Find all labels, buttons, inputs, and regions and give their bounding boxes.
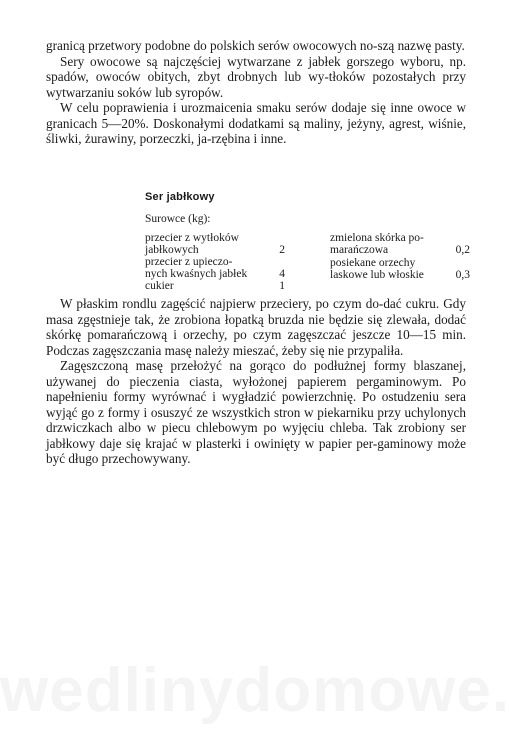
text-line: dać cukru. Gdy masa zgęstnieje tak, że zrobiona łopatką bruzda — [46, 296, 466, 327]
ingredient-name-line: cukier — [145, 279, 174, 292]
ingredient-name-line: zmielona skórka po- — [330, 232, 424, 244]
ingredient-name — [330, 233, 424, 256]
text-line: gaminowy może być długo przechowywany. — [46, 435, 466, 466]
ingredients-right-column — [330, 233, 470, 281]
ingredient-name — [145, 281, 174, 293]
text-line: inne owoce w granicach 5—20%. Doskonałymi dodatkami są — [46, 100, 466, 131]
text-line: maliny, jeżyny, agrest, wiśnie, śliwki, żurawiny, porzeczki, ja-​ — [46, 115, 467, 146]
text-line: ze wszystkich stron w piekarniku przy uchylonych drzwiczkach — [46, 404, 466, 435]
ingredient-row — [145, 233, 285, 256]
text-line: wyboru, np. spadów, owoców obitych, zbyt drobnych lub wy-​ — [46, 53, 466, 84]
ingredient-name-line: jabłkowych — [145, 243, 199, 256]
text-line: rzębina i inne. — [211, 131, 287, 146]
ingredient-quantity: 4 — [279, 267, 285, 280]
recipe-title: Ser jabłkowy — [145, 191, 215, 203]
intro-paragraph-2 — [46, 54, 466, 101]
text-line: nie będzie się zlewała, dodać skórkę pomarańczową i orzechy, — [46, 311, 466, 342]
ingredient-name — [330, 258, 424, 281]
ingredient-quantity: 2 — [279, 243, 285, 256]
ingredient-quantity: 0,2 — [455, 243, 470, 256]
method-text — [46, 296, 466, 467]
text-line: pergaminowym. Po napełnieniu formy wyrównać i wygładzić — [46, 373, 466, 404]
ingredients-left-column — [145, 233, 285, 292]
ingredient-row — [330, 233, 470, 256]
ingredient-name-line: nych kwaśnych jabłek — [145, 267, 248, 280]
ingredient-name — [145, 257, 247, 280]
text-line: Zagęszczoną masę przełożyć na gorąco do podłużnej formy — [60, 358, 414, 373]
ingredient-quantity: 1 — [279, 279, 285, 292]
method-paragraph-2 — [46, 358, 466, 467]
ingredient-row — [145, 257, 285, 280]
text-line: granicą przetwory podobne do polskich serów owocowych no-​ — [46, 38, 378, 53]
text-line: powierzchnię. Po ostudzeniu sera wyjąć go z formy i osuszyć — [46, 389, 466, 420]
text-line: W celu poprawienia i urozmaicenia smaku serów dodaje się — [60, 100, 391, 115]
text-line: blaszanej, używanej do pieczenia ciasta, wyłożonej papierem — [46, 358, 466, 389]
ingredients-label: Surowce (kg): — [145, 213, 211, 225]
text-line: szą nazwę pasty. — [377, 38, 465, 53]
ingredient-name — [145, 233, 239, 256]
ingredient-row — [330, 258, 470, 281]
text-line: Sery owocowe są najczęściej wytwarzane z jabłek gorszego — [60, 53, 401, 69]
intro-text — [46, 38, 466, 147]
ingredient-name-line: przecier z upieczo- — [145, 256, 233, 268]
ingredient-name-line: przecier z wytłoków — [145, 232, 239, 244]
method-paragraph-1 — [46, 296, 466, 358]
watermark — [0, 655, 511, 726]
ingredient-quantity: 0,3 — [455, 268, 470, 281]
text-line: tłoków pozostałych przy wytwarzaniu soków lub syropów. — [46, 69, 466, 100]
intro-paragraph-3 — [46, 100, 466, 147]
text-line: po czym zagęszczać jeszcze 10—15 min. Podczas zagęszczania — [46, 327, 467, 358]
intro-paragraph-1 — [46, 38, 466, 54]
text-line: albo w piecu chlebowym po wyjęciu chleba. Tak zrobiony ser — [118, 420, 466, 435]
ingredient-name-line: marańczowa — [330, 243, 389, 256]
text-line: masę należy mieszać, żeby się nie przypaliła. — [164, 342, 404, 358]
ingredient-row — [145, 280, 285, 292]
text-line: W płaskim rondlu zagęścić najpierw przeciery, po czym do-​ — [60, 296, 384, 311]
text-line: jabłkowy daje się krajać w plasterki i owinięty w papier per-​ — [46, 435, 378, 451]
ingredient-name-line: laskowe lub włoskie — [330, 268, 424, 281]
ingredient-name-line: posiekane orzechy — [330, 257, 416, 269]
